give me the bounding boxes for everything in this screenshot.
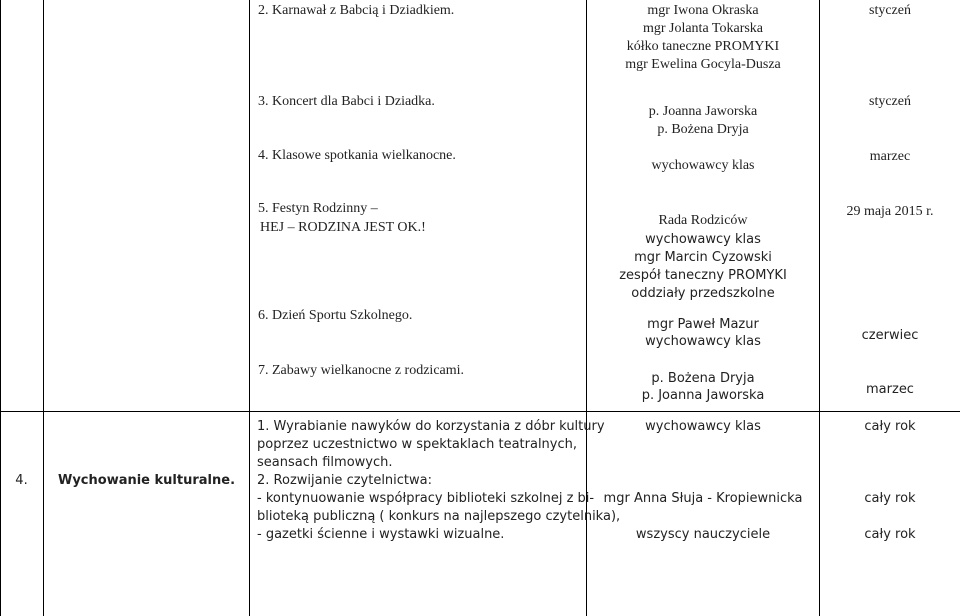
activity-line: seansach filmowych. [257,455,393,470]
person-line: Rada Rodziców [658,213,748,228]
grid-line-col2 [249,0,250,616]
activity-festyn: 5. Festyn Rodzinny – [258,201,378,216]
person-line: mgr Ewelina Gocyla-Dusza [625,57,781,72]
person-line: mgr Anna Słuja - Kropiewnicka [603,491,803,506]
date-dzien-sportu: czerwiec [861,328,919,343]
person-line: wychowawcy klas [645,334,761,349]
activity-line: - kontynuowanie współpracy biblioteki szkolnej z bi- [257,491,595,506]
activity-line: poprzez uczestnictwo w spektaklach teatralnych, [257,437,578,452]
activity-dzien-sportu: 6. Dzień Sportu Szkolnego. [258,308,413,323]
date-cely-rok: cały rok [864,419,916,434]
activity-line: - gazetki ścienne i wystawki wizualne. [257,527,505,542]
date-koncert: styczeń [869,94,911,109]
row-number: 4. [15,473,28,488]
person-line: kółko taneczne PROMYKI [626,39,780,54]
activity-line: 1. Wyrabianie nawyków do korzystania z dóbr kultury [257,419,605,434]
person-line: p. Bożena Dryja [657,122,749,137]
activity-spotkania: 4. Klasowe spotkania wielkanocne. [258,148,456,163]
person-line: p. Bożena Dryja [651,371,755,386]
area-title: Wychowanie kulturalne. [57,473,236,488]
grid-line-left [0,0,1,616]
grid-line-col1 [43,0,44,616]
person-line: mgr Iwona Okraska [647,3,759,18]
activity-koncert: 3. Koncert dla Babci i Dziadka. [258,94,435,109]
person-line: p. Joanna Jaworska [648,104,758,119]
row-divider [0,411,960,412]
date-zabawy: marzec [866,382,914,397]
date-spotkania: marzec [869,149,911,164]
date-karnawal: styczeń [869,3,911,18]
person-line: wychowawcy klas [651,158,755,173]
person-line: wszyscy nauczyciele [635,527,771,542]
activity-zabawy: 7. Zabawy wielkanocne z rodzicami. [258,363,465,378]
person-line: wychowawcy klas [645,232,761,247]
activity-karnawal: 2. Karnawał z Babcią i Dziadkiem. [258,3,455,18]
person-line: zespół taneczny PROMYKI [619,268,787,283]
date-festyn: 29 maja 2015 r. [846,204,934,219]
person-line: mgr Paweł Mazur [647,317,759,332]
person-line: mgr Jolanta Tokarska [642,21,764,36]
person-line: wychowawcy klas [645,419,761,434]
person-line: mgr Marcin Cyzowski [634,250,772,265]
activity-festyn-subtitle: HEJ – RODZINA JEST OK.! [260,220,426,235]
date-cely-rok: cały rok [864,491,916,506]
activity-line: 2. Rozwijanie czytelnictwa: [257,473,433,488]
person-line: p. Joanna Jaworska [641,388,765,403]
date-cely-rok: cały rok [864,527,916,542]
activity-line: blioteką publiczną ( konkurs na najlepszego czytelnika), [257,509,621,524]
people-karnawal [587,2,819,74]
person-line: oddziały przedszkolne [631,286,775,301]
